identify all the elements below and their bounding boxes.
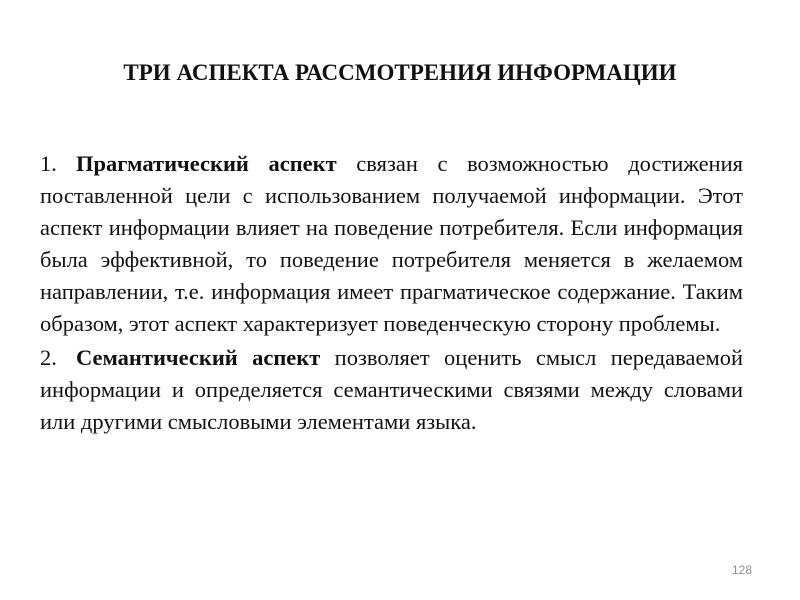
page-number: 128	[731, 563, 752, 577]
paragraph-text: связан с возможностью достижения поставленной цели с использованием получаемой информации. Этот аспект информации влияет на поведение потребителя. Если информация была эффективной, то поведение потребителя меняется в желаемом направлении, т.е. информация имеет прагматическое содержание. Таким образом, этот аспект характеризует поведенческую сторону проблемы.	[40, 151, 743, 336]
item-number: 2.	[40, 345, 57, 370]
term-semantic-aspect: Семантический аспект	[76, 345, 321, 370]
paragraph-pragmatic-aspect	[40, 148, 743, 340]
item-number: 1.	[40, 151, 57, 176]
slide-title: ТРИ АСПЕКТА РАССМОТРЕНИЯ ИНФОРМАЦИИ	[123, 60, 677, 85]
paragraph-semantic-aspect	[40, 342, 743, 438]
paragraph-text: позволяет оценить смысл передаваемой информации и определяется семантическими связями между словами или другими смысловыми элементами языка.	[40, 345, 743, 434]
term-pragmatic-aspect: Прагматический аспект	[76, 151, 337, 176]
slide-body	[40, 148, 743, 438]
